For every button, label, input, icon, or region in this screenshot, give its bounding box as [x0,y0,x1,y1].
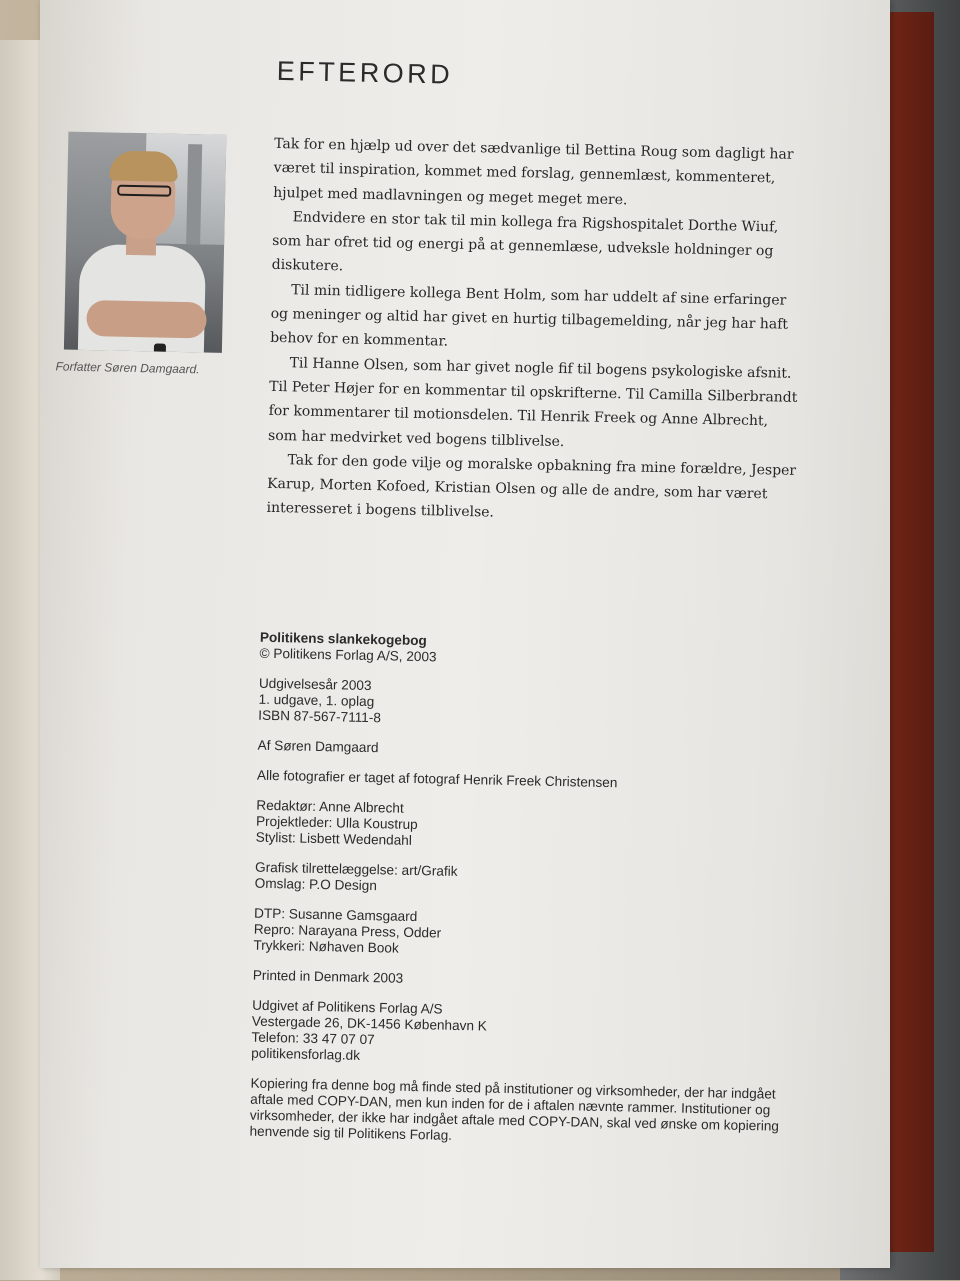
paragraph: Tak for en hjælp ud over det sædvanlige til Bettina Roug som dagligt har været til inspiration, kommet med forslag, gennemlæst, kommenteret, hjulpet med madlavningen og meget meget mere. [273,135,794,208]
repro: Repro: Narayana Press, Odder [253,921,442,941]
photo-caption: Forfatter Søren Damgaard. [55,359,200,377]
paragraph: Til min tidligere kollega Bent Holm, som har uddelt af sine erfaringer og meninger og altid har givet en hurtig tilbagemelding, når jeg har haft behov for en kommentar. [270,282,789,350]
page-title: EFTERORD [276,55,454,90]
photo-watch [154,343,166,352]
edition: 1. udgave, 1. oplag [258,691,375,710]
isbn: ISBN 87-567-7111-8 [258,707,382,726]
phone: Telefon: 33 47 07 07 [251,1029,375,1048]
author: Af Søren Damgaard [257,737,379,756]
publication-year: Udgivelsesår 2003 [258,675,372,694]
photo-kitchen-hood [186,144,202,244]
afterword-text [266,132,806,532]
author-photo [64,132,227,353]
photo-folded-arms [86,300,207,339]
colophon [249,630,820,1166]
production-block [253,906,814,966]
photo-credit-block [257,768,817,796]
copy-notice: Kopiering fra denne bog må finde sted på institutioner og virksomheder, der har indgået aftale med COPY-DAN, men kun inden for de i aftalen nævnte rammer. Institutioner og virksomheder, der ikke har indgået aftale med COPY-DAN, skal ved ønske om kopiering henvende sig til Politikens Forlag. [249,1075,780,1143]
project-lead: Projektleder: Ulla Koustrup [255,813,418,833]
address: Vestergade 26, DK-1456 København K [251,1013,488,1034]
colophon-title-block [259,630,820,674]
stylist: Stylist: Lisbett Wedendahl [255,829,413,848]
design-block [255,860,816,904]
copy-notice-block [249,1076,810,1152]
printed-block [253,968,813,996]
page-content [15,0,891,1281]
dtp: DTP: Susanne Gamsgaard [253,905,418,925]
editorial-block [256,798,817,858]
photo-hair [109,150,178,181]
website: politikensforlag.dk [251,1045,361,1063]
paragraph: Endvidere en stor tak til min kollega fra Rigshospitalet Dorthe Wiuf, som har ofret tid og energi på at gennemlæse, udveksle holdninger og diskutere. [271,209,779,275]
publisher: Udgivet af Politikens Forlag A/S [252,997,443,1017]
author-block [257,738,817,766]
printer: Trykkeri: Nøhaven Book [253,937,399,956]
photo-glasses [117,185,171,197]
graphic-design: Grafisk tilrettelæggelse: art/Grafik [254,859,458,879]
publisher-block [251,998,812,1074]
book-page [40,0,890,1268]
edition-block [258,676,819,736]
copyright: © Politikens Forlag A/S, 2003 [259,645,437,665]
photo-credit: Alle fotografier er taget af fotograf Henrik Freek Christensen [256,767,618,791]
editor: Redaktør: Anne Albrecht [256,797,404,816]
cover-design: Omslag: P.O Design [254,875,378,894]
printed-in: Printed in Denmark 2003 [252,967,404,986]
paragraph: Tak for den gode vilje og moralske opbakning fra mine forældre, Jesper Karup, Morten Kofoed, Kristian Olsen og alle de andre, som har været interesseret i bogens tilblivelse. [266,452,797,522]
book-title: Politikens slankekogebog [259,629,427,649]
paragraph: Til Hanne Olsen, som har givet nogle fif til bogens psykologiske afsnit. Til Peter Højer for en kommentar til opskrifterne. Til Camilla Silberbrandt for kommentarer til motionsdelen. Til Henrik Freek og Anne Albrecht, som har medvirket ved bogens tilblivelse. [267,354,798,450]
